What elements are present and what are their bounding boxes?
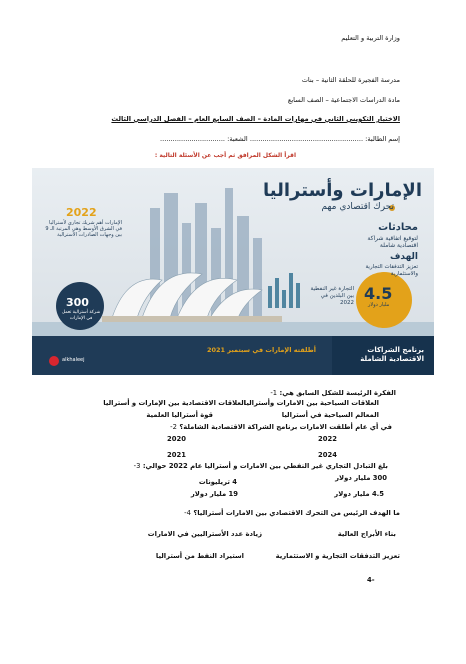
- infographic-subtitle: تحرك اقتصادي مهم: [321, 202, 394, 212]
- q1-option-economic[interactable]: العلاقات السياحية بين الامارات وأستراليا: [243, 399, 379, 407]
- question-2-text: في أي عام أطلقت الامارات برنامج الشراكة الاقتصادية الشاملة؟: [179, 423, 392, 431]
- q4-option-oil[interactable]: استيراد النفط من أستراليا: [155, 552, 244, 560]
- q2-option-2024[interactable]: 2024: [318, 451, 337, 459]
- talks-heading: محادثات: [378, 222, 418, 233]
- stat-text: التجارة غير النفطية بين البلدين في 2022: [310, 286, 354, 306]
- question-1-text: الفكرة الرئيسة للشكل السابق هي:: [279, 389, 396, 397]
- q1-option-landmarks[interactable]: المعالم السياحية في أستراليا: [281, 411, 379, 419]
- subject-line: مادة الدراسات الاجتماعية – الصف السابع: [287, 96, 400, 104]
- q2-option-2020[interactable]: 2020: [167, 435, 186, 443]
- instruction-line: اقرأ الشكل المرافق ثم أجب عن الأسئلة التالية :: [154, 152, 296, 159]
- ministry-line: وزارة التربية و التعليم: [341, 34, 400, 42]
- q3-option-4-trillion[interactable]: 4 تريليونات: [198, 478, 237, 486]
- stat-value: 4.5: [364, 284, 393, 303]
- q4-option-trade-flows[interactable]: تعزيز التدفقات التجارية و الاستثمارية: [275, 552, 400, 560]
- year-2022-label: 2022: [66, 206, 97, 219]
- talks-text: لتوقيع اتفاقية شراكة اقتصادية شاملة: [367, 235, 418, 249]
- question-2-number: 2-: [170, 423, 177, 431]
- question-3-text: بلغ التبادل التجاري غير النفطي بين الامارات و أستراليا عام 2022 حوالي:: [142, 462, 388, 470]
- q2-option-2022[interactable]: 2022: [318, 435, 337, 443]
- q1-option-science[interactable]: قوة أستراليا العلمية: [146, 411, 213, 419]
- publisher-logo: alkhaleej: [62, 357, 85, 363]
- q3-option-4-5[interactable]: 4.5 مليار دولار: [334, 490, 384, 498]
- q4-option-towers[interactable]: بناء الأبراج العالية: [337, 530, 396, 538]
- question-1-number: 1-: [270, 389, 278, 397]
- footer-title: برنامج الشراكات الاقتصادية الشاملة: [360, 346, 424, 363]
- question-4-number: 4-: [184, 509, 191, 517]
- question-4-text: ما الهدف الرئيس من التحرك الاقتصادي بين الامارات أستراليا؟: [193, 509, 400, 517]
- q4-option-australians[interactable]: زيادة عدد الأستراليين في الامارات: [147, 530, 262, 538]
- q2-option-2021[interactable]: 2021: [167, 451, 186, 459]
- q3-option-300[interactable]: 300 مليار دولار: [335, 474, 387, 482]
- q1-option-political[interactable]: العلاقات الاقتصادية بين الإمارات و أستراليا: [103, 399, 246, 407]
- goal-text: تعزيز التدفقات التجارية والاستثمارية: [365, 264, 418, 277]
- school-line: مدرسة الفجيرة للحلقة الثانية – بنات: [301, 76, 400, 84]
- footer-text: أطلقته الإمارات في سبتمبر 2021: [206, 346, 316, 354]
- infographic-image: [32, 168, 434, 375]
- student-name-line: إسم الطالبة: ...................................................... الشعبة: ...............................: [160, 135, 400, 143]
- stat-unit: مليار دولار: [368, 302, 390, 308]
- q3-option-19[interactable]: 19 مليار دولار: [190, 490, 238, 498]
- exam-title: الاختبار التكويني الثاني في مهارات المادة – الصف السابع العام – الفصل الدراسي الثالث: [111, 115, 400, 123]
- trailing-question-number: 4-: [367, 576, 375, 584]
- goal-heading: الهدف: [389, 252, 418, 262]
- partner-text: الإمارات أهم شريك تجاري لأستراليا في الشرق الأوسط وهي المرتبة الـ 9 بين وجهات الصادرات الأسترالية: [45, 220, 122, 239]
- infographic-title: الإمارات وأستراليا: [262, 180, 422, 201]
- question-3-number: 3-: [133, 462, 141, 470]
- companies-text: شركة أسترالية تعمل في الإمارات: [61, 310, 101, 321]
- companies-number: 300: [66, 296, 89, 309]
